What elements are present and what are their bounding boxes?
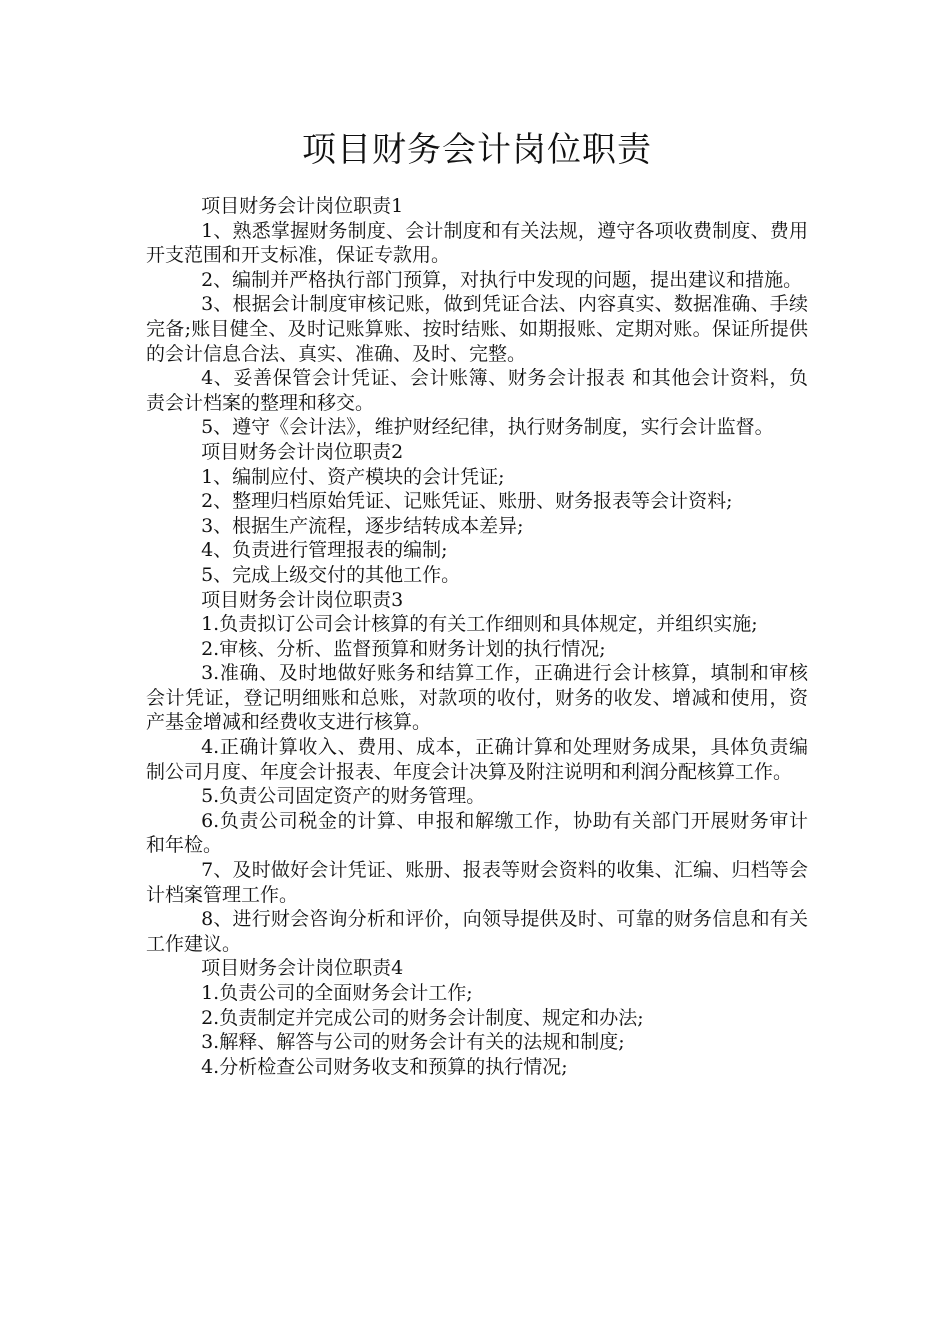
paragraph: 8、进行财会咨询分析和评价，向领导提供及时、可靠的财务信息和有关工作建议。 [146, 908, 808, 955]
paragraph: 2.审核、分析、监督预算和财务计划的执行情况; [201, 637, 606, 660]
section-heading-1: 项目财务会计岗位职责1 [201, 195, 404, 217]
paragraph: 3、根据会计制度审核记账，做到凭证合法、内容真实、数据准确、手续完备;账目健全、及时记账算账、按时结账、如期报账、定期对账。保证所提供的会计信息合法、真实、准确、及时、完整。 [146, 293, 808, 365]
paragraph: 1.负责公司的全面财务会计工作; [201, 982, 473, 1004]
paragraph: 3.准确、及时地做好账务和结算工作，正确进行会计核算，填制和审核会计凭证，登记明细账和总账，对款项的收付，财务的收发、增减和使用，资产基金增减和经费收支进行核算。 [146, 662, 808, 734]
paragraph: 2、整理归档原始凭证、记账凭证、账册、财务报表等会计资料; [201, 490, 733, 513]
paragraph: 5、遵守《会计法》，维护财经纪律，执行财务制度，实行会计监督。 [201, 416, 774, 439]
paragraph: 2.负责制定并完成公司的财务会计制度、规定和办法; [201, 1006, 644, 1029]
paragraph: 7、及时做好会计凭证、账册、报表等财会资料的收集、汇编、归档等会计档案管理工作。 [146, 859, 808, 906]
paragraph: 4、负责进行管理报表的编制; [201, 539, 448, 562]
section-heading-2: 项目财务会计岗位职责2 [201, 440, 404, 463]
paragraph: 2、编制并严格执行部门预算，对执行中发现的问题，提出建议和措施。 [201, 268, 803, 291]
section-heading-4: 项目财务会计岗位职责4 [201, 957, 404, 980]
paragraph: 1、编制应付、资产模块的会计凭证; [201, 465, 505, 488]
section-heading-3: 项目财务会计岗位职责3 [201, 588, 404, 611]
paragraph: 1.负责拟订公司会计核算的有关工作细则和具体规定，并组织实施; [201, 613, 758, 636]
paragraph: 5、完成上级交付的其他工作。 [201, 563, 461, 586]
paragraph: 4.分析检查公司财务收支和预算的执行情况; [201, 1055, 568, 1078]
paragraph: 5.负责公司固定资产的财务管理。 [201, 785, 486, 808]
document-title: 项目财务会计岗位职责 [302, 130, 652, 170]
paragraph: 3.解释、解答与公司的财务会计有关的法规和制度; [201, 1031, 625, 1054]
document-body [146, 194, 808, 1079]
paragraph: 4.正确计算收入、费用、成本，正确计算和处理财务成果，具体负责编制公司月度、年度会计报表、年度会计决算及附注说明和利润分配核算工作。 [146, 736, 808, 783]
paragraph: 4、妥善保管会计凭证、会计账簿、财务会计报表 和其他会计资料，负责会计档案的整理和移交。 [146, 367, 808, 414]
paragraph: 6.负责公司税金的计算、申报和解缴工作，协助有关部门开展财务审计和年检。 [146, 809, 808, 857]
paragraph: 3、根据生产流程，逐步结转成本差异; [201, 514, 524, 537]
document-page [146, 128, 808, 1079]
paragraph: 1、熟悉掌握财务制度、会计制度和有关法规，遵守各项收费制度、费用开支范围和开支标准，保证专款用。 [146, 219, 808, 267]
